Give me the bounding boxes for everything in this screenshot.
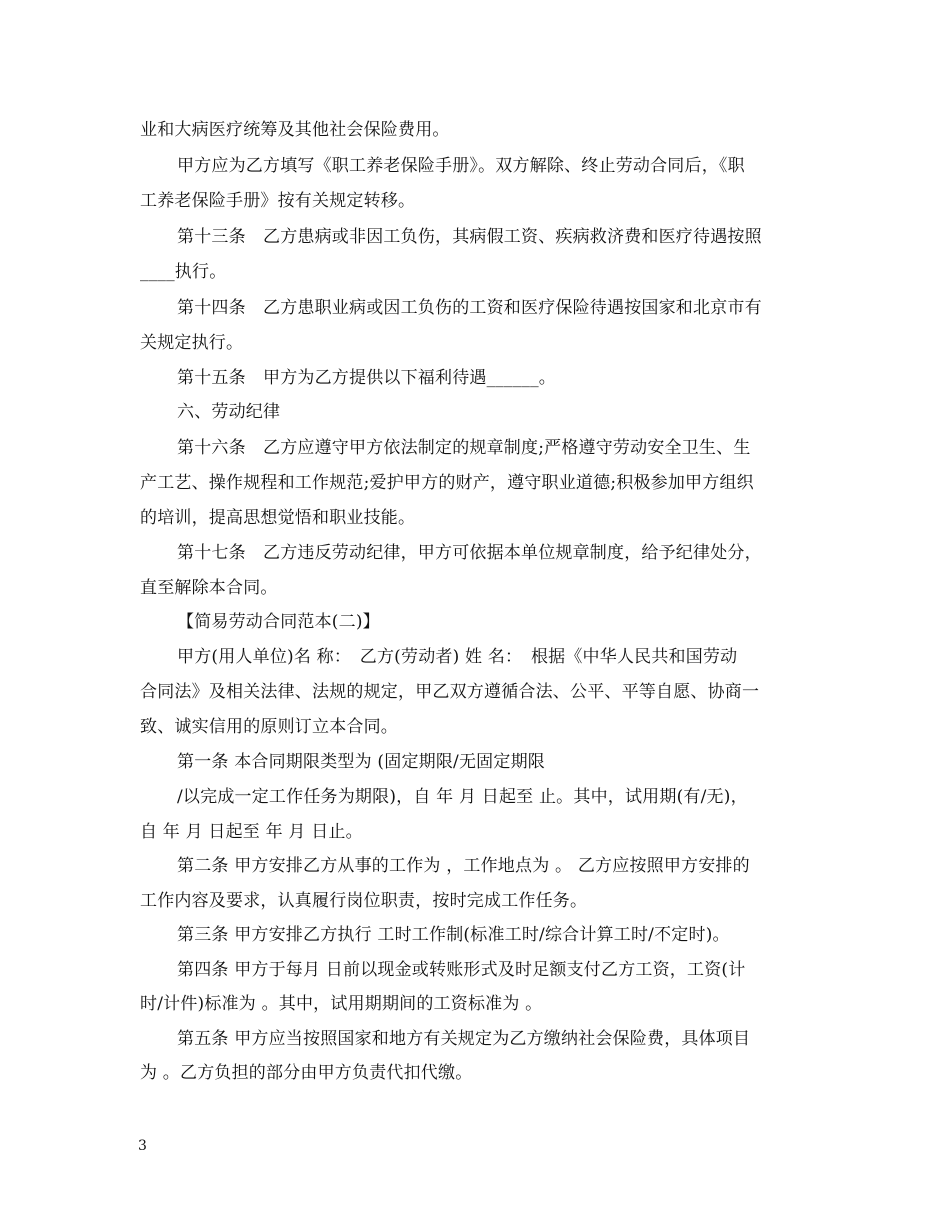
text-line: 第三条 甲方安排乙方执行 工时工作制(标准工时/综合计算工时/不定时)。	[177, 925, 730, 945]
text-line: 工作内容及要求，认真履行岗位职责，按时完成工作任务。	[140, 891, 588, 911]
text-line: 第十三条 乙方患病或非因工负伤，其病假工资、疾病救济费和医疗待遇按照	[177, 227, 762, 247]
text-line: 产工艺、操作规程和工作规范;爱护甲方的财产，遵守职业道德;积极参加甲方组织	[140, 473, 754, 493]
text-line: 业和大病医疗统筹及其他社会保险费用。	[140, 120, 450, 140]
text-line: 第十四条 乙方患职业病或因工负伤的工资和医疗保险待遇按国家和北京市有	[177, 298, 762, 318]
text-line: /以完成一定工作任务为期限)，自 年 月 日起至 止。其中，试用期(有/无)，	[177, 787, 748, 807]
page-number: 3	[138, 1138, 147, 1154]
text-line: 的培训，提高思想觉悟和职业技能。	[140, 508, 416, 528]
text-line: 致、诚实信用的原则订立本合同。	[140, 717, 398, 737]
text-line: 第十七条 乙方违反劳动纪律，甲方可依据本单位规章制度，给予纪律处分，	[177, 543, 762, 563]
text-line: 第十五条 甲方为乙方提供以下福利待遇______。	[177, 368, 556, 388]
text-line: 第十六条 乙方应遵守甲方依法制定的规章制度;严格遵守劳动安全卫生、生	[177, 438, 751, 458]
text-line: 合同法》及相关法律、法规的规定，甲乙双方遵循合法、公平、平等自愿、协商一	[140, 682, 760, 702]
text-line: 甲方应为乙方填写《职工养老保险手册》。双方解除、终止劳动合同后，《职	[177, 156, 745, 176]
text-line: 为 。乙方负担的部分由甲方负责代扣代缴。	[140, 1063, 473, 1083]
text-line: 第一条 本合同期限类型为 (固定期限/无固定期限	[177, 752, 545, 772]
text-line: 第五条 甲方应当按照国家和地方有关规定为乙方缴纳社会保险费，具体项目	[177, 1029, 751, 1049]
text-line: 自 年 月 日起至 年 月 日止。	[140, 822, 363, 842]
text-line: 时/计件)标准为 。其中，试用期期间的工资标准为 。	[140, 994, 543, 1014]
text-line: 第二条 甲方安排乙方从事的工作为 ，工作地点为 。 乙方应按照甲方安排的	[177, 856, 750, 876]
text-line: 第四条 甲方于每月 日前以现金或转账形式及时足额支付乙方工资，工资(计	[177, 960, 746, 980]
section-heading: 六、劳动纪律	[177, 402, 281, 422]
text-line: ____执行。	[140, 262, 227, 282]
text-line: 甲方(用人单位)名 称： 乙方(劳动者) 姓 名： 根据《中华人民共和国劳动	[177, 647, 738, 667]
text-line: 直至解除本合同。	[140, 578, 278, 598]
text-line: 关规定执行。	[140, 333, 244, 353]
text-line: 工养老保险手册》按有关规定转移。	[140, 191, 416, 211]
section-heading: 【简易劳动合同范本(二)】	[177, 612, 380, 632]
